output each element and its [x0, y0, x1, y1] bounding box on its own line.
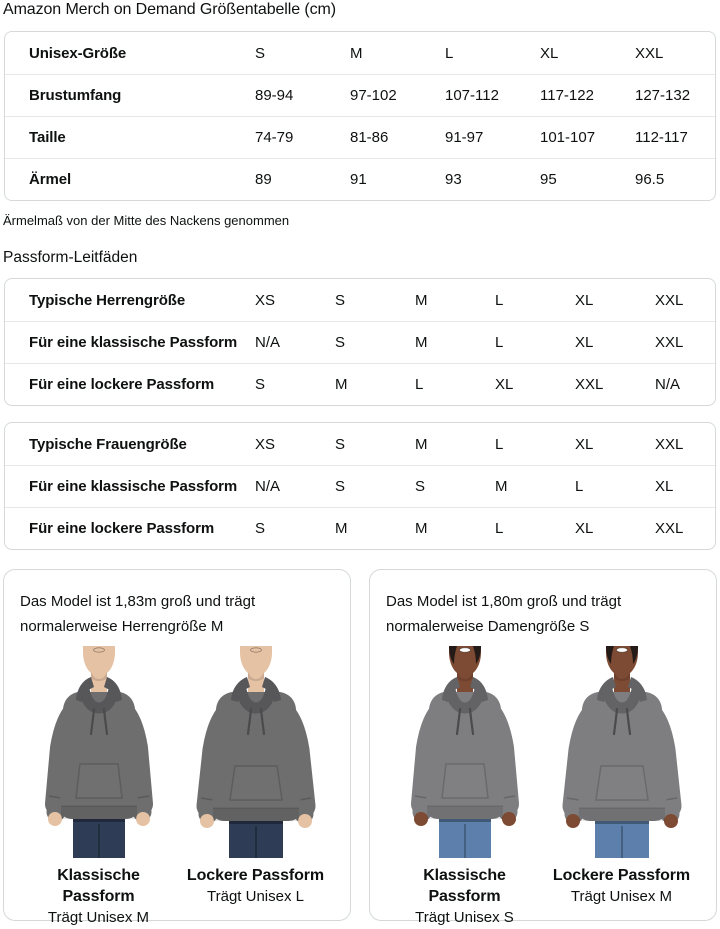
table-row — [5, 279, 715, 321]
size-value: M — [415, 435, 428, 453]
size-value: L — [415, 376, 424, 393]
table-row — [5, 116, 715, 158]
loose-fit-label-group — [177, 865, 334, 929]
size-value: L — [445, 44, 454, 62]
size-value: 112-117 — [635, 129, 688, 146]
size-value: XS — [255, 291, 276, 309]
size-value: 96.5 — [635, 171, 665, 188]
size-value: XL — [575, 291, 594, 309]
size-value: 89-94 — [255, 87, 294, 104]
size-value: L — [495, 291, 504, 309]
size-value: N/A — [255, 478, 281, 495]
row-label: Für eine lockere Passform — [29, 376, 215, 393]
table-row — [5, 507, 715, 549]
size-value: 117-122 — [540, 87, 594, 104]
loose-fit-label-group — [543, 865, 700, 929]
mens-fit-table — [4, 278, 716, 406]
size-value: XS — [255, 435, 276, 453]
male-classic-hoodie-figure — [24, 646, 174, 858]
row-label: Typische Herrengröße — [29, 291, 186, 309]
table-row — [5, 32, 715, 74]
model-photo-classic-fit — [20, 646, 177, 858]
size-value: 97-102 — [350, 87, 397, 104]
female-classic-hoodie-figure — [390, 646, 540, 858]
table-row — [5, 363, 715, 405]
size-value: S — [255, 520, 266, 537]
row-label: Für eine klassische Passform — [29, 478, 238, 495]
row-label: Für eine klassische Passform — [29, 334, 238, 351]
sleeve-measurement-note: Ärmelmaß von der Mitte des Nackens genommen — [3, 213, 290, 228]
size-value: M — [335, 520, 348, 537]
model-photo-classic-fit — [386, 646, 543, 858]
size-value: 101-107 — [540, 129, 596, 146]
model-photo-loose-fit — [177, 646, 334, 858]
fit-label: Lockere Passform — [552, 867, 691, 884]
row-label: Für eine lockere Passform — [29, 520, 215, 537]
row-label: Ärmel — [29, 171, 72, 188]
size-value: XL — [575, 520, 594, 537]
size-value: S — [335, 478, 346, 495]
model-photos — [386, 646, 700, 858]
model-labels — [20, 865, 334, 929]
size-value: M — [495, 478, 508, 495]
size-value: 89 — [255, 171, 272, 188]
size-value: M — [415, 520, 428, 537]
size-value: 74-79 — [255, 129, 294, 146]
size-value: XXL — [655, 334, 684, 351]
model-photo-loose-fit — [543, 646, 700, 858]
size-value: XXL — [655, 435, 684, 453]
size-value: S — [335, 291, 346, 309]
size-value: L — [495, 334, 504, 351]
size-value: M — [415, 291, 428, 309]
size-value: S — [415, 478, 426, 495]
size-value: M — [415, 334, 428, 351]
size-value: L — [495, 520, 504, 537]
classic-fit-label-group — [386, 865, 543, 929]
size-value: 127-132 — [635, 87, 691, 104]
row-label: Typische Frauengröße — [29, 435, 187, 453]
row-label: Unisex-Größe — [29, 44, 127, 62]
size-value: N/A — [255, 334, 281, 351]
size-value: L — [575, 478, 584, 495]
size-value: M — [335, 376, 348, 393]
size-worn-label: Trägt Unisex M — [47, 909, 150, 926]
size-worn-label: Trägt Unisex M — [570, 888, 673, 905]
size-value: S — [335, 435, 346, 453]
size-value: 81-86 — [350, 129, 389, 146]
table-row — [5, 423, 715, 465]
size-value: 91 — [350, 171, 367, 188]
size-value: 93 — [445, 171, 462, 188]
fit-example-cards — [3, 569, 720, 926]
womens-fit-table — [4, 422, 716, 550]
fit-guides-heading: Passform-Leitfäden — [3, 249, 138, 266]
unisex-size-table — [4, 31, 716, 201]
page-title: Amazon Merch on Demand Größentabelle (cm) — [3, 1, 336, 18]
row-label: Taille — [29, 129, 66, 146]
model-description: Das Model ist 1,80m groß und trägt normalerweise Damengröße S — [386, 593, 622, 635]
mens-model-card — [3, 569, 351, 926]
size-value: XXL — [575, 376, 604, 393]
size-value: 107-112 — [445, 87, 499, 104]
size-value: M — [350, 44, 363, 62]
female-loose-hoodie-figure — [547, 646, 697, 858]
table-row — [5, 321, 715, 363]
size-value: XL — [540, 44, 559, 62]
table-row — [5, 74, 715, 116]
size-value: XL — [575, 435, 594, 453]
size-value: S — [255, 376, 266, 393]
model-labels — [386, 865, 700, 929]
size-worn-label: Trägt Unisex L — [207, 888, 304, 905]
size-value: S — [335, 334, 346, 351]
fit-label: Klassische Passform — [423, 867, 506, 905]
male-loose-hoodie-figure — [181, 646, 331, 858]
fit-label: Lockere Passform — [186, 867, 325, 884]
model-photos — [20, 646, 334, 858]
size-value: XXL — [655, 520, 684, 537]
table-row — [5, 158, 715, 200]
size-value: XL — [575, 334, 594, 351]
size-value: N/A — [655, 376, 681, 393]
table-row — [5, 465, 715, 507]
size-value: L — [495, 435, 504, 453]
fit-label: Klassische Passform — [57, 867, 140, 905]
womens-model-card — [369, 569, 717, 926]
row-label: Brustumfang — [29, 87, 122, 104]
size-value: 95 — [540, 171, 557, 188]
size-value: 91-97 — [445, 129, 484, 146]
classic-fit-label-group — [20, 865, 177, 929]
model-description: Das Model ist 1,83m groß und trägt normalerweise Herrengröße M — [20, 593, 256, 635]
size-value: XXL — [655, 291, 684, 309]
size-value: XL — [495, 376, 514, 393]
size-worn-label: Trägt Unisex S — [415, 909, 514, 926]
size-value: S — [255, 44, 266, 62]
size-value: XXL — [635, 44, 664, 62]
size-value: XL — [655, 478, 674, 495]
